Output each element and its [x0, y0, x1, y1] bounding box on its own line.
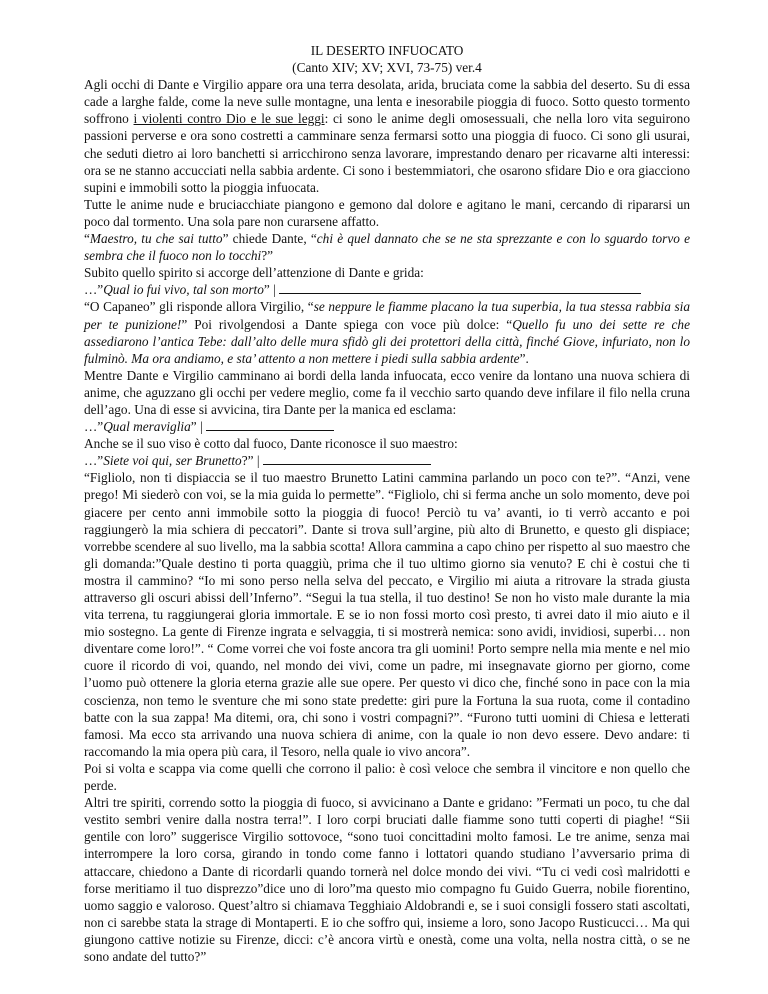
paragraph-recognize: Anche se il suo viso è cotto dal fuoco, Dante riconosce il suo maestro: [84, 436, 458, 452]
paragraph-three-spirits: Altri tre spiriti, correndo sotto la pioggia di fuoco, si avvicinano a Dante e gridano: ”Fermati un poco, tu che dal vestito sembri venire dalla nostra terra!”. I loro corpi bruciati dalle fiamme sono tutti coperti di piaghe! “Sii gentile con loro” suggerisce Virgilio sottovoce, “sono tuoi concittadini molto famosi. Le tre anime, senza mai interrompere la loro corsa, girando in tondo come fanno i lottatori quando studiano l’avversario prima di attaccare, chiedono a Dante di ricordarli quando tornerà nel dolce mondo dei vivi. “Tu ci vedi così malridotti e forse meritiamo il tuo disprezzo”dice uno di loro”ma questo mio compagno fu Guido Guerra, nobile fiorentino, uomo saggio e valoroso. Quest’altro si chiamava Tegghiaio Aldobrandi e, se i suoi consigli fossero stati ascoltati, non ci sarebbe stata la strage di Montaperti. E io che soffro qui, insieme a loro, sono Jacopo Rusticucci… Ma qui giungono cattive notizie su Firenze, dicci: c’è ancora virtù e onestà, come una volta, nella nostra città, o se ne sono andate del tutto?” [84, 795, 690, 964]
paragraph-souls: Tutte le anime nude e bruciacchiate piangono e gemono dal dolore e agitano le mani, cercando di ripararsi un poco dal tormento. Una sola pare non curarsene affatto. [84, 196, 690, 229]
quote-line-1: …”Qual io fui vivo, tal son morto” | [84, 281, 690, 298]
paragraph-brunetto-dialogue: “Figliolo, non ti dispiaccia se il tuo maestro Brunetto Latini cammina parlando un poco con te?”. “Anzi, vene prego! Mi siederò con voi, se la mia guida lo permette”. “Figliolo, chi si ferma anche un solo momento, deve poi giacere per cento anni immobile sotto la pioggia di fuoco! Perciò tu va’ avanti, io ti verrò accanto e poi raggiungerò la mia schiera di peccatori”. Dante si trova sull’argine, più alto di Brunetto, e questo gli dispiace; vorrebbe scendere al suo livello, ma la sabbia scotta! Allora cammina a capo chino per rispetto al suo maestro che gli domanda:”Quale destino ti porta quaggiù, prima che il tuo ultimo giorno sia venuto? E chi è costui che ti mostra il cammino? “Io mi sono perso nella selva del peccato, e Virgilio mi aiuta a ritrovare la strada giusta attraverso gli oscuri abissi dell’Inferno”. “Segui la tua stella, il tuo destino! Se non ho visto male durante la mia vita terrena, tu raggiungerai gloria immortale. E se io non fossi morto così presto, ti avrei dato il mio aiuto e il mio sostegno. La gente di Firenze ingrata e selvaggia, ti si mostrerà nemica: sono avidi, invidiosi, superbi… non diventare come loro!”. “ Come vorrei che voi foste ancora tra gli uomini! Porto sempre nella mia mente e nel mio cuore il ricordo di voi, quando, nel mondo dei vivi, come un padre, mi insegnavate giorno per giorno, come l’uomo può ottenere la gloria eterna grazie alle sue opere. Per questo vi dico che, finché sono in pace con la mia coscienza, non temo le sventure che mi sono state predette: giri pure la Fortuna la sua ruota, come il contadino batte con la sua zappa! Ma ditemi, ora, chi sono i vostri compagni?”. “Furono tutti uomini di Chiesa e letterati famosi. Ma ecco sta arrivando una nuova schiera di anime, con la quale io non devo essere. Devo andare: ti raccomando la mia opera più cara, il Tesoro, nella quale io vivo ancora”. [84, 470, 690, 759]
fill-in-blank-1[interactable] [279, 281, 641, 294]
document-subtitle: (Canto XIV; XV; XVI, 73-75) ver.4 [292, 60, 482, 76]
quote-line-3: …”Siete voi qui, ser Brunetto?” | [84, 452, 690, 469]
paragraph-new-souls: Mentre Dante e Virgilio camminano ai bordi della landa infuocata, ecco venire da lontano una nuova schiera di anime, che aguzzano gli occhi per vedere meglio, come fa il vecchio sarto quando deve infilare il filo nella cruna dell’ago. Una di esse si avvicina, tira Dante per la manica ed esclama: [84, 367, 690, 417]
quote-line-2: …”Qual meraviglia” | [84, 418, 690, 435]
paragraph-dante-question: “Maestro, tu che sai tutto” chiede Dante, “chi è quel dannato che se ne sta sprezzante e con lo sguardo torvo e sembra che il fuoco non lo tocchi?” [84, 231, 691, 264]
fill-in-blank-3[interactable] [263, 452, 431, 465]
underlined-phrase: i violenti contro Dio e le sue leggi [133, 111, 325, 127]
paragraph-capaneo: “O Capaneo” gli risponde allora Virgilio, “se neppure le fiamme placano la tua superbia, la tua stessa rabbia sia per te punizione!” Poi rivolgendosi a Dante spiega con voce più dolce: “Quello fu uno dei sette re che assediarono l’antica Tebe: dall’alto delle mura sfidò gli dei protettori della città, finché Giove, infuriato, non lo fulminò. Ma ora andiamo, e sta’ attento a non mettere i piedi sulla sabbia ardente”. [84, 299, 690, 366]
fill-in-blank-2[interactable] [206, 418, 334, 431]
document-title: IL DESERTO INFUOCATO [310, 43, 464, 58]
paragraph-intro: Agli occhi di Dante e Virgilio appare ora una terra desolata, arida, bruciata come la sabbia del deserto. Su di essa cade a larghe falde, come la neve sulle montagne, una lenta e inesorabile pioggia di fuoco. Sotto questo tormento soffrono i violenti contro Dio e le sue leggi: ci sono le anime degli omosessuali, che nella loro vita seguirono passioni perverse e ora sono costretti a camminare senza fermarsi sotto una pioggia di fuoco. Ci sono gli usurai, che seduti dietro ai loro banchetti si arricchirono senza lavorare, imprestando denaro per ricavarne alti interessi: ora se ne stanno accucciati nella sabbia ardente. Ci sono i bestemmiatori, che osarono sfidare Dio e ora giacciono supini e immobili sotto la pioggia infuocata. [84, 77, 690, 195]
paragraph-palio: Poi si volta e scappa via come quelli che corrono il palio: è così veloce che sembra il vincitore e non quello che perde. [84, 760, 690, 794]
paragraph-spirit-shouts: Subito quello spirito si accorge dell’attenzione di Dante e grida: [84, 265, 424, 281]
